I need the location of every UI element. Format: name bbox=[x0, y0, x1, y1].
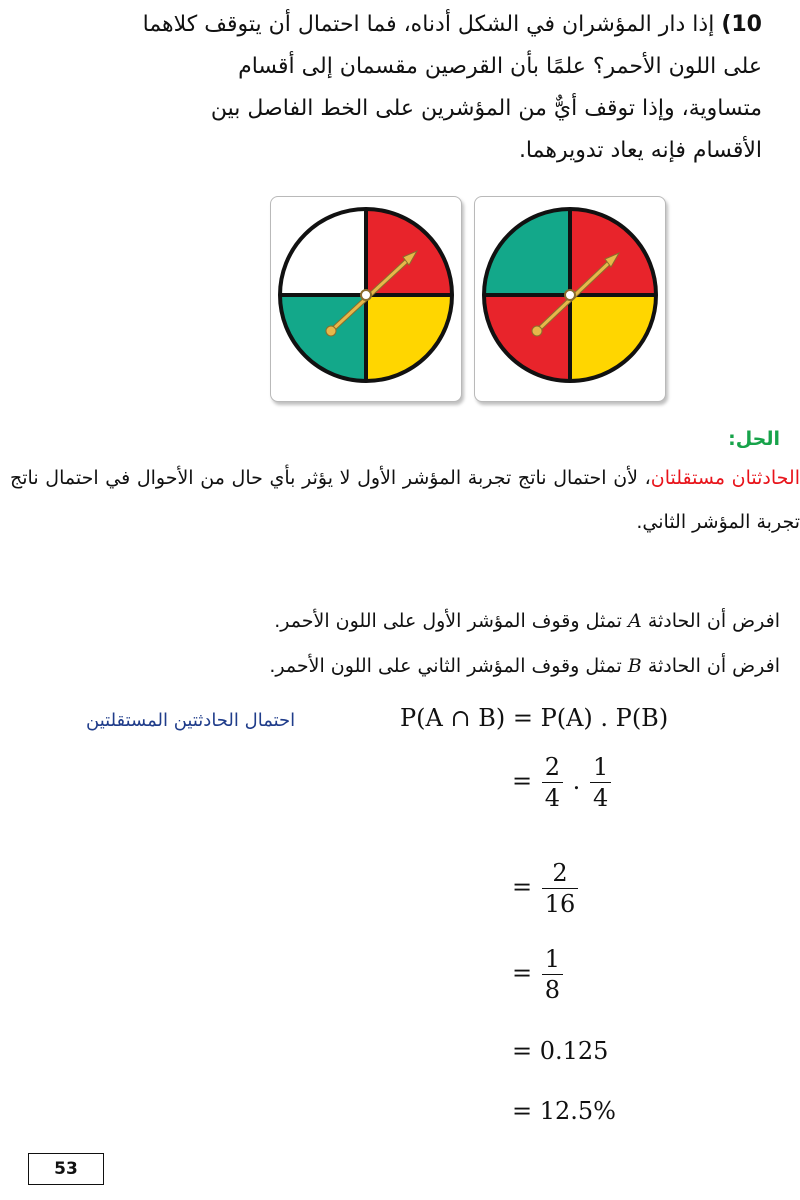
solution-heading: الحل: bbox=[728, 428, 780, 450]
question-line-4: الأقسام فإنه يعاد تدويرهما. bbox=[518, 138, 762, 163]
right-spinner-card bbox=[474, 196, 666, 402]
question-line-2: على اللون الأحمر؟ علمًا بأن القرصين مقسمان إلى أقسام bbox=[238, 54, 762, 79]
independent-highlight: الحادثتان مستقلتان bbox=[650, 467, 800, 489]
left-spinner-card bbox=[270, 196, 462, 402]
page-number: 53 bbox=[28, 1153, 104, 1185]
fraction-1-8: $\frac{1}{8}$ bbox=[542, 944, 563, 1005]
independence-explanation bbox=[10, 456, 800, 544]
assume-event-b: افرض أن الحادثة B تمثل وقوف المؤشر الثاني على اللون الأحمر. bbox=[269, 655, 780, 677]
left-spinner bbox=[271, 197, 461, 401]
event-b-symbol: B bbox=[627, 655, 642, 677]
probability-formula: P(A ∩ B) = P(A) . P(B) bbox=[400, 704, 669, 732]
step-2: = $\frac{2}{16}$ bbox=[512, 858, 580, 919]
explanation-text: ، لأن احتمال ناتج تجربة المؤشر الأول لا يؤثر بأي حال من الأحوال في احتمال ناتج تجربة المؤشر الثاني. bbox=[10, 467, 800, 533]
right-spinner bbox=[475, 197, 665, 401]
question-line-1: 10) إذا دار المؤشران في الشكل أدناه، فما احتمال أن يتوقف كلاهما bbox=[142, 12, 762, 37]
fraction-1-4: $\frac{1}{4}$ bbox=[590, 752, 611, 813]
spinners-figure bbox=[270, 196, 666, 408]
step-5: = 12.5% bbox=[512, 1097, 616, 1125]
question-line-3: متساوية، وإذا توقف أيٌّ من المؤشرين على الخط الفاصل بين bbox=[210, 96, 762, 121]
step-1: = $\frac{2}{4}$ . $\frac{1}{4}$ bbox=[512, 752, 613, 813]
assume-event-a: افرض أن الحادثة A تمثل وقوف المؤشر الأول على اللون الأحمر. bbox=[274, 610, 780, 632]
question-text bbox=[122, 4, 762, 172]
fraction-2-4: $\frac{2}{4}$ bbox=[542, 752, 563, 813]
step-4: = 0.125 bbox=[512, 1037, 609, 1065]
event-a-symbol: A bbox=[628, 610, 642, 632]
question-number: 10) bbox=[721, 12, 762, 37]
equation-label: احتمال الحادثتين المستقلتين bbox=[86, 710, 296, 731]
step-3: = $\frac{1}{8}$ bbox=[512, 944, 565, 1005]
fraction-2-16: $\frac{2}{16}$ bbox=[542, 858, 579, 919]
